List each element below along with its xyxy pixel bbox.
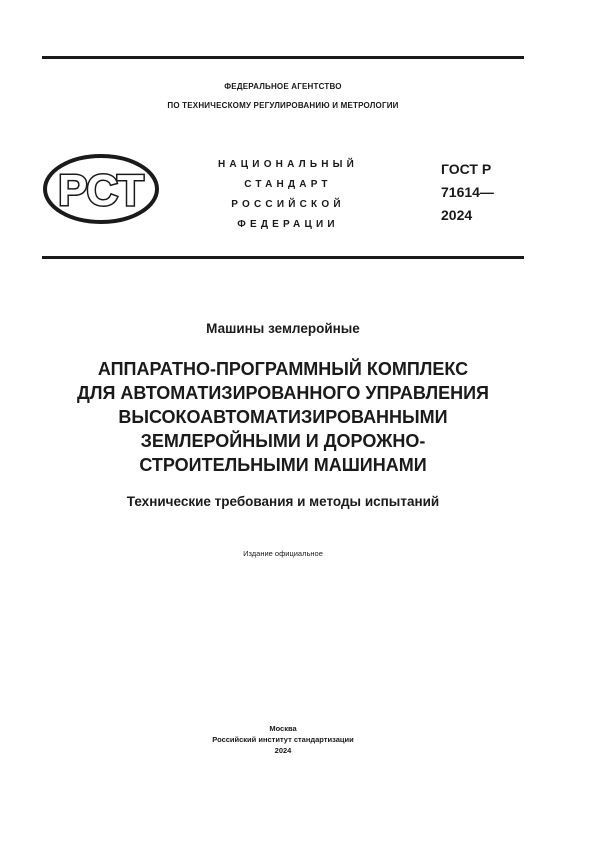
title-line-3: ВЫСОКОАВТОМАТИЗИРОВАННЫМИ bbox=[118, 407, 448, 427]
imprint-publisher: Российский институт стандартизации bbox=[212, 735, 354, 744]
document-subtitle: Технические требования и методы испытаний bbox=[126, 494, 440, 509]
standard-designation bbox=[441, 158, 531, 227]
top-rule bbox=[42, 56, 524, 59]
title-line-4: ЗЕМЛЕРОЙНЫМИ И ДОРОЖНО- bbox=[140, 431, 426, 451]
standard-type-line-1: НАЦИОНАЛЬНЫЙ bbox=[217, 159, 359, 170]
standard-type-line-3: РОССИЙСКОЙ bbox=[231, 199, 345, 210]
rst-certification-mark-icon bbox=[42, 153, 160, 225]
middle-rule bbox=[42, 256, 524, 259]
imprint-city: Москва bbox=[269, 724, 297, 733]
imprint-year: 2024 bbox=[274, 746, 292, 755]
title-line-2: ДЛЯ АВТОМАТИЗИРОВАННОГО УПРАВЛЕНИЯ bbox=[77, 383, 489, 403]
standard-type bbox=[198, 155, 378, 235]
title-line-5: СТРОИТЕЛЬНЫМИ МАШИНАМИ bbox=[139, 455, 427, 475]
edition-note: Издание официальное bbox=[243, 549, 323, 558]
document-subject: Машины землеройные bbox=[206, 321, 360, 336]
designation-year: 2024 bbox=[441, 207, 473, 223]
designation-number: 71614— bbox=[441, 184, 494, 200]
document-title bbox=[30, 357, 536, 477]
agency-name-line-1: ФЕДЕРАЛЬНОЕ АГЕНТСТВО bbox=[224, 82, 342, 91]
standard-type-line-2: СТАНДАРТ bbox=[244, 179, 332, 190]
standard-type-line-4: ФЕДЕРАЦИИ bbox=[237, 219, 339, 230]
logo-letters: РСТ bbox=[58, 166, 144, 215]
title-line-1: АППАРАТНО-ПРОГРАММНЫЙ КОМПЛЕКС bbox=[97, 359, 469, 379]
agency-name-line-2: ПО ТЕХНИЧЕСКОМУ РЕГУЛИРОВАНИЮ И МЕТРОЛОГИИ bbox=[167, 101, 399, 110]
designation-prefix: ГОСТ Р bbox=[441, 161, 492, 177]
imprint bbox=[40, 723, 526, 756]
